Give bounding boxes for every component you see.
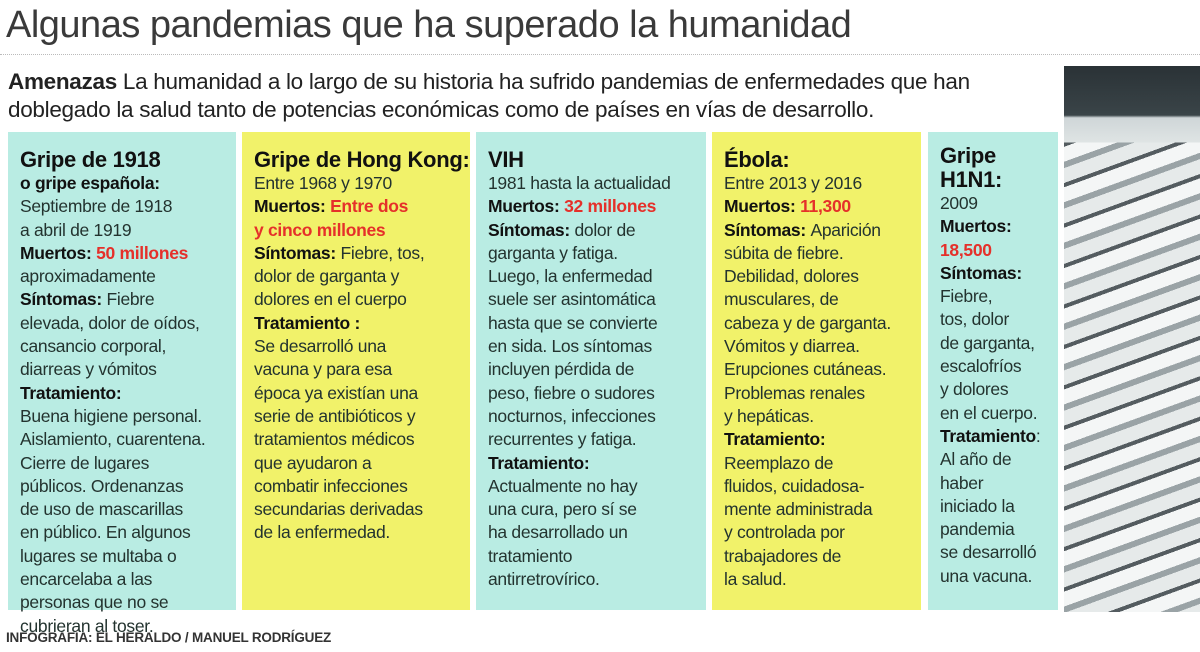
card-line — [20, 219, 236, 242]
field-text: cansancio corporal, — [20, 336, 167, 357]
card-line — [254, 428, 470, 451]
field-text: Al año de — [940, 449, 1012, 470]
field-text: en público. En algunos — [20, 522, 191, 543]
card-line — [724, 265, 921, 288]
card-line — [724, 312, 921, 335]
field-text: secundarias derivadas — [254, 499, 423, 520]
title-divider — [0, 54, 1200, 55]
field-text: suele ser asintomática — [488, 289, 656, 310]
card-line — [254, 219, 470, 242]
card-line — [20, 172, 236, 195]
card-line — [488, 172, 706, 195]
intro-text: La humanidad a lo largo de su historia ha sufrido pandemias de enfermedades que han doblegado la salud tanto de potencias económicas como de países en vías de desarrollo. — [8, 69, 970, 122]
field-text: Actualmente no hay — [488, 475, 638, 496]
field-text: haber — [940, 472, 984, 493]
field-text: súbita de fiebre. — [724, 242, 844, 263]
card-line — [20, 475, 236, 498]
field-text: diarreas y vómitos — [20, 359, 157, 380]
field-text: personas que no se — [20, 592, 169, 613]
intro-lead: Amenazas — [8, 69, 117, 94]
death-count: 50 millones — [96, 242, 189, 263]
field-text: lugares se multaba o — [20, 545, 177, 566]
field-text: y dolores — [940, 379, 1009, 400]
card-line — [724, 242, 921, 265]
card-line — [488, 219, 706, 242]
card-line — [254, 172, 470, 195]
card-line — [724, 335, 921, 358]
field-label: Tratamiento : — [254, 312, 360, 333]
card-line — [940, 192, 1058, 215]
field-text: en sida. Los síntomas — [488, 336, 652, 357]
card-line — [488, 521, 706, 544]
field-text: peso, fiebre o sudores — [488, 382, 655, 403]
field-text: que ayudaron a — [254, 452, 372, 473]
field-text: serie de antibióticos y — [254, 405, 416, 426]
card-heading: VIH — [488, 147, 524, 172]
card-line — [488, 335, 706, 358]
field-text: : — [1035, 425, 1041, 446]
card-line — [724, 545, 921, 568]
field-text: Entre 1968 y 1970 — [254, 173, 392, 193]
card-line — [940, 378, 1058, 401]
field-text: musculares, de — [724, 289, 839, 310]
card-line — [254, 335, 470, 358]
card-line — [20, 382, 236, 405]
card-line — [20, 195, 236, 218]
card-line — [488, 568, 706, 591]
field-text: de uso de mascarillas — [20, 499, 183, 520]
card-line — [254, 288, 470, 311]
field-label: Tratamiento — [940, 425, 1036, 446]
field-label: Síntomas: — [940, 262, 1022, 283]
card-line — [724, 288, 921, 311]
field-text: Se desarrolló una — [254, 336, 387, 357]
card-line — [254, 265, 470, 288]
field-text: aproximadamente — [20, 266, 156, 287]
card-line — [724, 195, 921, 218]
card-line — [488, 475, 706, 498]
field-text: Fiebre — [106, 289, 155, 310]
card-line — [488, 498, 706, 521]
card-line — [20, 428, 236, 451]
card-line — [488, 452, 706, 475]
hospital-ward-photo — [1064, 66, 1200, 612]
card-line — [724, 358, 921, 381]
card-line — [488, 242, 706, 265]
card-line — [724, 498, 921, 521]
card-line — [20, 335, 236, 358]
field-text: en el cuerpo. — [940, 402, 1038, 423]
field-text: recurrentes y fatiga. — [488, 429, 637, 450]
card-line — [488, 545, 706, 568]
field-text: vacuna y para esa — [254, 359, 392, 380]
field-text: la salud. — [724, 569, 787, 590]
field-text: hasta que se convierte — [488, 312, 658, 333]
field-label: Síntomas: — [20, 289, 107, 310]
card-line — [724, 475, 921, 498]
field-text: tratamientos médicos — [254, 429, 415, 450]
card-line — [20, 452, 236, 475]
card-heading: Gripe — [940, 143, 996, 168]
field-text: públicos. Ordenanzas — [20, 475, 184, 496]
death-count: Entre dos — [330, 196, 409, 217]
field-text: tos, dolor — [940, 309, 1009, 330]
card-line — [254, 475, 470, 498]
death-count: 11,300 — [800, 196, 851, 217]
card-line — [940, 565, 1058, 588]
field-label: Muertos: — [724, 196, 801, 217]
field-text: iniciado la — [940, 495, 1015, 516]
card-line — [20, 358, 236, 381]
death-count: 32 millones — [564, 196, 657, 217]
field-label: Muertos: — [488, 196, 565, 217]
card-line — [724, 428, 921, 451]
field-text: ha desarrollado un — [488, 522, 628, 543]
field-text: Vómitos y diarrea. — [724, 336, 860, 357]
field-text: nocturnos, infecciones — [488, 405, 656, 426]
card-line — [940, 541, 1058, 564]
field-text: incluyen pérdida de — [488, 359, 635, 380]
death-count: 18,500 — [940, 239, 992, 260]
card-line — [254, 242, 470, 265]
card-heading: Ébola: — [724, 147, 790, 172]
field-text: época ya existían una — [254, 382, 418, 403]
field-text: escalofríos — [940, 356, 1022, 377]
card-line — [940, 402, 1058, 425]
card-vih — [476, 132, 706, 610]
card-gripe-hong-kong — [242, 132, 470, 610]
card-line — [20, 568, 236, 591]
field-text: combatir infecciones — [254, 475, 408, 496]
card-gripe-h1n1 — [928, 132, 1058, 610]
field-text: elevada, dolor de oídos, — [20, 312, 200, 333]
field-label: Tratamiento: — [724, 429, 826, 450]
field-text: una vacuna. — [940, 565, 1033, 586]
card-line — [488, 428, 706, 451]
field-text: mente administrada — [724, 499, 873, 520]
card-ebola — [712, 132, 921, 610]
card-heading: Gripe de 1918 — [20, 147, 161, 172]
field-text: dolor de garganta y — [254, 266, 400, 287]
field-text: encarcelaba a las — [20, 569, 153, 590]
card-line — [254, 382, 470, 405]
card-line — [724, 568, 921, 591]
card-line — [20, 521, 236, 544]
card-line — [254, 312, 470, 335]
death-count: y cinco millones — [254, 219, 386, 240]
card-line — [940, 355, 1058, 378]
card-line — [724, 219, 921, 242]
card-line — [20, 288, 236, 311]
field-label: Tratamiento: — [488, 452, 590, 473]
card-line — [488, 382, 706, 405]
card-line — [724, 405, 921, 428]
card-heading: H1N1: — [940, 167, 1003, 192]
field-text: Buena higiene personal. — [20, 405, 202, 426]
card-line — [724, 382, 921, 405]
field-text: Septiembre de 1918 — [20, 196, 173, 217]
field-label: Tratamiento: — [20, 382, 122, 403]
field-text: Reemplazo de — [724, 452, 834, 473]
page-title: Algunas pandemias que ha superado la humanidad — [6, 4, 852, 46]
card-line — [254, 358, 470, 381]
card-line — [254, 498, 470, 521]
field-text: cabeza y de garganta. — [724, 312, 891, 333]
card-line — [20, 312, 236, 335]
card-line — [20, 545, 236, 568]
card-line — [724, 172, 921, 195]
field-label: Muertos: — [940, 216, 1012, 237]
card-line — [254, 405, 470, 428]
field-text: tratamiento — [488, 545, 573, 566]
field-text: fluidos, cuidadosa- — [724, 475, 865, 496]
card-line — [488, 195, 706, 218]
card-line — [254, 195, 470, 218]
card-line — [940, 448, 1058, 471]
field-text: Luego, la enfermedad — [488, 266, 653, 287]
field-text: Aislamiento, cuarentena. — [20, 429, 206, 450]
card-line — [254, 521, 470, 544]
field-text: Fiebre, tos, — [340, 242, 425, 263]
card-line — [488, 405, 706, 428]
field-text: Entre 2013 y 2016 — [724, 173, 862, 193]
field-text: cubrieran al toser. — [20, 615, 154, 636]
card-line — [20, 498, 236, 521]
field-text: una cura, pero sí se — [488, 499, 637, 520]
field-label: Síntomas: — [254, 242, 341, 263]
field-text: 1981 hasta la actualidad — [488, 173, 671, 193]
card-line — [724, 521, 921, 544]
card-line — [940, 285, 1058, 308]
field-text: y hepáticas. — [724, 405, 814, 426]
intro-paragraph — [8, 68, 1058, 124]
field-text: de la enfermedad. — [254, 522, 390, 543]
field-text: pandemia — [940, 519, 1015, 540]
field-label: Síntomas: — [724, 219, 811, 240]
field-text: Erupciones cutáneas. — [724, 359, 887, 380]
card-line — [940, 308, 1058, 331]
card-line — [940, 425, 1058, 448]
field-text: de garganta, — [940, 332, 1035, 353]
field-label: o gripe española: — [20, 173, 160, 193]
field-text: se desarrolló — [940, 542, 1037, 563]
field-text: dolores en el cuerpo — [254, 289, 407, 310]
card-line — [940, 262, 1058, 285]
card-heading: Gripe de Hong Kong: — [254, 147, 470, 172]
field-text: y controlada por — [724, 522, 845, 543]
card-line — [940, 332, 1058, 355]
field-text: antirretrovírico. — [488, 569, 600, 590]
field-label: Síntomas: — [488, 219, 575, 240]
card-line — [724, 452, 921, 475]
field-text: dolor de — [574, 219, 636, 240]
field-text: Cierre de lugares — [20, 452, 150, 473]
card-gripe-1918 — [8, 132, 236, 636]
field-label: Muertos: — [254, 196, 331, 217]
field-text: Aparición — [810, 219, 881, 240]
card-line — [20, 591, 236, 614]
field-text: Debilidad, dolores — [724, 266, 859, 287]
card-line — [488, 358, 706, 381]
field-text: trabajadores de — [724, 545, 842, 566]
card-line — [940, 215, 1058, 238]
card-line — [488, 312, 706, 335]
field-label: Muertos: — [20, 242, 97, 263]
card-line — [940, 518, 1058, 541]
field-text: 2009 — [940, 193, 978, 213]
field-text: a abril de 1919 — [20, 219, 132, 240]
card-line — [20, 242, 236, 265]
card-line — [940, 495, 1058, 518]
card-line — [254, 452, 470, 475]
card-line — [940, 472, 1058, 495]
card-line — [20, 405, 236, 428]
field-text: Fiebre, — [940, 286, 993, 307]
card-line — [20, 265, 236, 288]
credit-footer: INFOGRAFÍA: EL HERALDO / MANUEL RODRÍGUEZ — [6, 630, 332, 645]
card-line — [940, 239, 1058, 262]
card-line — [488, 265, 706, 288]
field-text: Problemas renales — [724, 382, 865, 403]
field-text: garganta y fatiga. — [488, 242, 618, 263]
card-line — [488, 288, 706, 311]
